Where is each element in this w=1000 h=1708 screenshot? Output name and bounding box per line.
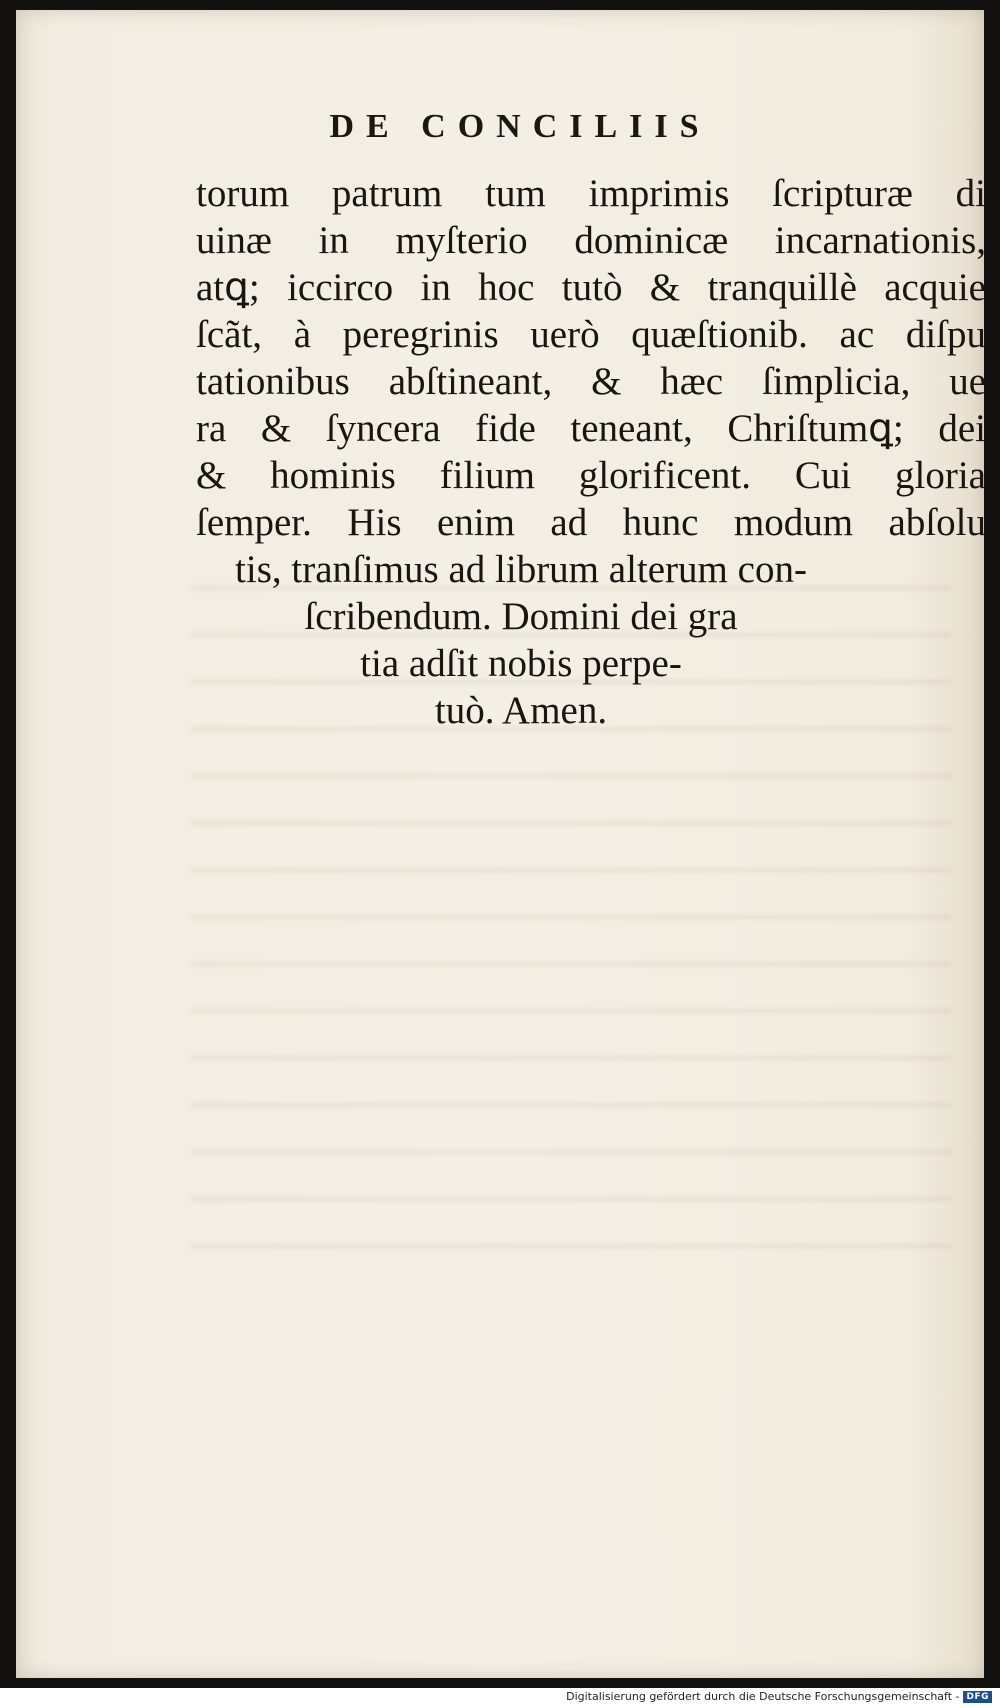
text-line: atꝗ; iccirco in hoc tutò & tranquillè acquie bbox=[196, 266, 986, 309]
text-line: tis, tranſimus ad librum alterum con- bbox=[235, 548, 807, 591]
text-line: uinæ in myſterio dominicæ incarnationis, bbox=[196, 219, 986, 262]
digitization-credit bbox=[566, 1690, 992, 1703]
text-line: ſcãt, à peregrinis uerò quæſtionib. ac diſpu bbox=[196, 313, 986, 356]
text-line: tationibus abſtineant, & hæc ſimplicia, ue bbox=[196, 360, 986, 403]
dfg-logo-icon: DFG bbox=[963, 1691, 992, 1703]
text-line: ra & ſyncera fide teneant, Chriſtumꝗ; dei bbox=[196, 407, 986, 450]
text-line: tuò. Amen. bbox=[434, 689, 608, 732]
running-header: DE CONCILIIS bbox=[329, 108, 711, 145]
text-line: & hominis filium glorificent. Cui gloria bbox=[196, 454, 986, 497]
text-line: torum patrum tum imprimis ſcripturæ di bbox=[196, 172, 986, 215]
book-page bbox=[16, 10, 984, 1678]
text-line: ſcribendum. Domini dei gra bbox=[304, 595, 738, 638]
body-text bbox=[196, 170, 986, 734]
credit-text: Digitalisierung gefördert durch die Deutsche Forschungsgemeinschaft - bbox=[566, 1690, 960, 1703]
text-line: ſemper. His enim ad hunc modum abſolu bbox=[196, 501, 986, 544]
text-line: tia adſit nobis perpe- bbox=[360, 642, 682, 685]
